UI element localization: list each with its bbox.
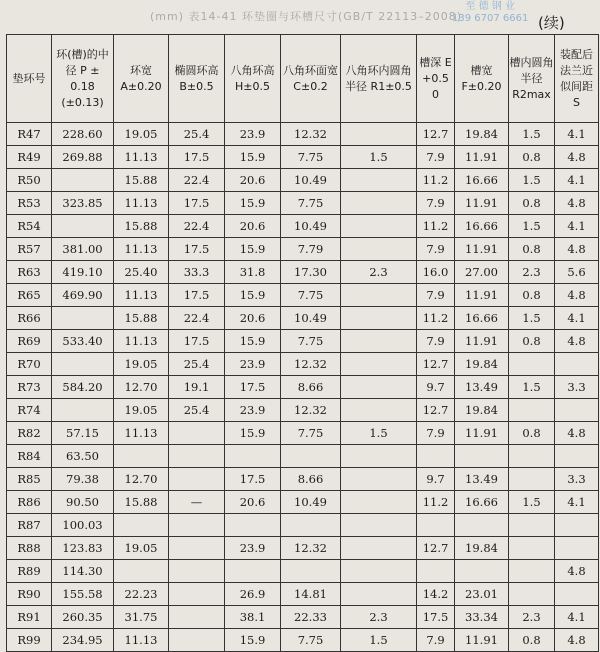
table-row [7, 445, 599, 468]
cell-c: 12.32 [281, 399, 341, 422]
cell-e [417, 514, 455, 537]
cell-h: 15.9 [225, 422, 281, 445]
cell-p: 269.88 [52, 146, 114, 169]
cell-s [555, 514, 599, 537]
cell-no: R91 [7, 606, 52, 629]
cell-s: 4.8 [555, 560, 599, 583]
cell-a: 11.13 [114, 146, 169, 169]
cell-b: — [169, 491, 225, 514]
cell-r1 [341, 445, 417, 468]
cell-a: 19.05 [114, 353, 169, 376]
cell-e: 7.9 [417, 422, 455, 445]
watermark-line2: 139 6707 6661 [452, 13, 529, 24]
cell-a: 12.70 [114, 468, 169, 491]
cell-e: 7.9 [417, 330, 455, 353]
table-row [7, 422, 599, 445]
cell-f: 19.84 [455, 353, 509, 376]
cell-e: 9.7 [417, 376, 455, 399]
watermark [452, 1, 528, 25]
cell-r1 [341, 123, 417, 146]
cell-s: 4.1 [555, 123, 599, 146]
cell-h: 15.9 [225, 629, 281, 652]
cell-no: R53 [7, 192, 52, 215]
cell-r1 [341, 376, 417, 399]
faded-table-title: (mm) 表14-41 环垫圈与环槽尺寸(GB/T 22113–2008) [150, 10, 463, 23]
cell-a: 11.13 [114, 238, 169, 261]
cell-h: 23.9 [225, 399, 281, 422]
cell-f: 19.84 [455, 537, 509, 560]
cell-e: 11.2 [417, 307, 455, 330]
gasket-dimension-table [6, 34, 599, 652]
cell-f: 16.66 [455, 169, 509, 192]
cell-h: 26.9 [225, 583, 281, 606]
cell-no: R54 [7, 215, 52, 238]
cell-r2 [509, 560, 555, 583]
cell-b: 22.4 [169, 169, 225, 192]
cell-h [225, 560, 281, 583]
cell-f: 11.91 [455, 422, 509, 445]
cell-e [417, 445, 455, 468]
cell-s: 4.1 [555, 606, 599, 629]
cell-r1 [341, 583, 417, 606]
cell-r2 [509, 583, 555, 606]
cell-b: 17.5 [169, 238, 225, 261]
cell-r2: 1.5 [509, 169, 555, 192]
table-row [7, 307, 599, 330]
cell-a: 12.70 [114, 376, 169, 399]
cell-c: 12.32 [281, 537, 341, 560]
cell-b: 25.4 [169, 123, 225, 146]
cell-c: 10.49 [281, 169, 341, 192]
cell-r2: 0.8 [509, 238, 555, 261]
table-row [7, 376, 599, 399]
cell-p: 123.83 [52, 537, 114, 560]
cell-a: 25.40 [114, 261, 169, 284]
cell-no: R63 [7, 261, 52, 284]
table-row [7, 123, 599, 146]
cell-r2: 1.5 [509, 376, 555, 399]
cell-h: 31.8 [225, 261, 281, 284]
header-cell: 垫环号 [7, 35, 52, 123]
cell-p: 234.95 [52, 629, 114, 652]
cell-a: 19.05 [114, 123, 169, 146]
page-header [0, 0, 600, 34]
cell-b [169, 445, 225, 468]
table-row [7, 238, 599, 261]
cell-a [114, 445, 169, 468]
cell-no: R74 [7, 399, 52, 422]
cell-f [455, 445, 509, 468]
table-row [7, 491, 599, 514]
cell-b: 22.4 [169, 215, 225, 238]
cell-p: 63.50 [52, 445, 114, 468]
cell-b: 22.4 [169, 307, 225, 330]
cell-no: R70 [7, 353, 52, 376]
cell-p: 79.38 [52, 468, 114, 491]
cell-a: 19.05 [114, 399, 169, 422]
cell-h: 20.6 [225, 169, 281, 192]
header-cell: 环宽 A±0.20 [114, 35, 169, 123]
cell-no: R57 [7, 238, 52, 261]
cell-a: 11.13 [114, 192, 169, 215]
cell-no: R50 [7, 169, 52, 192]
cell-r2: 0.8 [509, 629, 555, 652]
cell-a: 11.13 [114, 422, 169, 445]
cell-r2: 1.5 [509, 215, 555, 238]
cell-s: 4.8 [555, 192, 599, 215]
cell-h: 20.6 [225, 307, 281, 330]
cell-e: 7.9 [417, 238, 455, 261]
cell-no: R85 [7, 468, 52, 491]
cell-p: 419.10 [52, 261, 114, 284]
cell-h: 15.9 [225, 192, 281, 215]
cell-e: 7.9 [417, 629, 455, 652]
cell-h: 23.9 [225, 123, 281, 146]
cell-f: 11.91 [455, 629, 509, 652]
cell-s: 4.1 [555, 169, 599, 192]
cell-b [169, 606, 225, 629]
cell-b [169, 629, 225, 652]
cell-p: 584.20 [52, 376, 114, 399]
cell-h: 23.9 [225, 353, 281, 376]
cell-b [169, 422, 225, 445]
cell-no: R84 [7, 445, 52, 468]
cell-b [169, 514, 225, 537]
cell-f [455, 560, 509, 583]
header-cell: 装配后法兰近似间距 S [555, 35, 599, 123]
cell-h [225, 445, 281, 468]
header-cell: 八角环高 H±0.5 [225, 35, 281, 123]
cell-e: 7.9 [417, 146, 455, 169]
cell-r1 [341, 169, 417, 192]
cell-a: 15.88 [114, 307, 169, 330]
cell-c: 12.32 [281, 353, 341, 376]
cell-c: 14.81 [281, 583, 341, 606]
cell-s: 4.8 [555, 284, 599, 307]
cell-s: 3.3 [555, 468, 599, 491]
cell-e: 12.7 [417, 353, 455, 376]
continued-label: (续) [538, 14, 565, 32]
header-cell: 槽内圆角半径 R2max [509, 35, 555, 123]
cell-c: 7.75 [281, 146, 341, 169]
cell-c: 10.49 [281, 215, 341, 238]
cell-b [169, 468, 225, 491]
cell-s: 4.8 [555, 422, 599, 445]
cell-e: 12.7 [417, 399, 455, 422]
cell-f: 16.66 [455, 307, 509, 330]
cell-r1 [341, 215, 417, 238]
cell-p: 90.50 [52, 491, 114, 514]
cell-b [169, 537, 225, 560]
cell-a [114, 514, 169, 537]
cell-c: 7.79 [281, 238, 341, 261]
table-row [7, 146, 599, 169]
cell-r1: 1.5 [341, 146, 417, 169]
cell-r1 [341, 468, 417, 491]
cell-r2: 0.8 [509, 192, 555, 215]
cell-p: 260.35 [52, 606, 114, 629]
cell-r1: 2.3 [341, 261, 417, 284]
cell-p: 57.15 [52, 422, 114, 445]
cell-r1 [341, 284, 417, 307]
cell-s: 4.8 [555, 238, 599, 261]
cell-s: 4.8 [555, 330, 599, 353]
cell-s: 4.1 [555, 215, 599, 238]
cell-a [114, 560, 169, 583]
cell-b: 25.4 [169, 353, 225, 376]
cell-f: 11.91 [455, 192, 509, 215]
table-row [7, 629, 599, 652]
cell-s [555, 353, 599, 376]
cell-h: 23.9 [225, 537, 281, 560]
cell-r1: 1.5 [341, 422, 417, 445]
cell-c: 7.75 [281, 422, 341, 445]
cell-b: 19.1 [169, 376, 225, 399]
cell-a: 22.23 [114, 583, 169, 606]
watermark-line1: 至 德 钢 业 [465, 1, 515, 12]
cell-h: 17.5 [225, 468, 281, 491]
cell-h: 15.9 [225, 284, 281, 307]
cell-r2: 1.5 [509, 491, 555, 514]
cell-a: 11.13 [114, 629, 169, 652]
cell-no: R66 [7, 307, 52, 330]
cell-f: 19.84 [455, 123, 509, 146]
cell-c: 12.32 [281, 123, 341, 146]
cell-r2: 2.3 [509, 606, 555, 629]
cell-no: R73 [7, 376, 52, 399]
table-row [7, 468, 599, 491]
cell-r2: 0.8 [509, 422, 555, 445]
cell-c [281, 514, 341, 537]
cell-c: 22.33 [281, 606, 341, 629]
cell-b [169, 560, 225, 583]
table-row [7, 261, 599, 284]
cell-h: 20.6 [225, 215, 281, 238]
cell-f: 27.00 [455, 261, 509, 284]
header-cell: 槽深 E +0.5 0 [417, 35, 455, 123]
cell-r1 [341, 491, 417, 514]
table-row [7, 215, 599, 238]
table-row [7, 284, 599, 307]
cell-no: R47 [7, 123, 52, 146]
cell-r2: 0.8 [509, 146, 555, 169]
cell-e: 11.2 [417, 215, 455, 238]
cell-f: 11.91 [455, 238, 509, 261]
cell-h: 15.9 [225, 330, 281, 353]
cell-p: 228.60 [52, 123, 114, 146]
cell-c: 10.49 [281, 307, 341, 330]
cell-s: 4.8 [555, 146, 599, 169]
cell-p: 533.40 [52, 330, 114, 353]
cell-no: R69 [7, 330, 52, 353]
cell-no: R82 [7, 422, 52, 445]
cell-p: 155.58 [52, 583, 114, 606]
cell-e: 17.5 [417, 606, 455, 629]
cell-no: R99 [7, 629, 52, 652]
cell-s: 4.1 [555, 307, 599, 330]
cell-r2 [509, 445, 555, 468]
cell-e: 16.0 [417, 261, 455, 284]
cell-b: 17.5 [169, 284, 225, 307]
table-row [7, 353, 599, 376]
cell-no: R87 [7, 514, 52, 537]
header-cell: 八角环面宽 C±0.2 [281, 35, 341, 123]
cell-e: 7.9 [417, 192, 455, 215]
cell-f: 11.91 [455, 330, 509, 353]
cell-p: 381.00 [52, 238, 114, 261]
cell-f: 11.91 [455, 284, 509, 307]
cell-b: 25.4 [169, 399, 225, 422]
cell-f: 16.66 [455, 215, 509, 238]
cell-s [555, 445, 599, 468]
cell-s [555, 399, 599, 422]
cell-r2 [509, 514, 555, 537]
table-row [7, 537, 599, 560]
cell-f: 23.01 [455, 583, 509, 606]
cell-r2 [509, 537, 555, 560]
cell-f [455, 514, 509, 537]
cell-r1 [341, 399, 417, 422]
cell-a: 11.13 [114, 284, 169, 307]
cell-a: 15.88 [114, 215, 169, 238]
table-row [7, 560, 599, 583]
cell-p [52, 353, 114, 376]
cell-r1 [341, 353, 417, 376]
cell-p: 469.90 [52, 284, 114, 307]
cell-r1 [341, 238, 417, 261]
table-row [7, 514, 599, 537]
cell-c: 8.66 [281, 376, 341, 399]
table-row [7, 169, 599, 192]
cell-c: 7.75 [281, 192, 341, 215]
header-cell: 八角环内圆角半径 R1±0.5 [341, 35, 417, 123]
cell-b [169, 583, 225, 606]
cell-e: 12.7 [417, 123, 455, 146]
cell-b: 17.5 [169, 192, 225, 215]
header-row [7, 35, 599, 123]
header-cell: 槽宽 F±0.20 [455, 35, 509, 123]
cell-r2: 0.8 [509, 284, 555, 307]
cell-h: 38.1 [225, 606, 281, 629]
cell-r1 [341, 307, 417, 330]
cell-r2: 1.5 [509, 307, 555, 330]
cell-e: 9.7 [417, 468, 455, 491]
cell-p [52, 307, 114, 330]
cell-e: 14.2 [417, 583, 455, 606]
cell-p [52, 169, 114, 192]
cell-s: 3.3 [555, 376, 599, 399]
cell-r2: 2.3 [509, 261, 555, 284]
cell-a: 15.88 [114, 169, 169, 192]
cell-f: 13.49 [455, 376, 509, 399]
cell-c: 10.49 [281, 491, 341, 514]
cell-p [52, 399, 114, 422]
cell-b: 17.5 [169, 330, 225, 353]
cell-e: 11.2 [417, 491, 455, 514]
header-cell: 环(槽)的中径 P ± 0.18 (±0.13) [52, 35, 114, 123]
cell-h: 15.9 [225, 238, 281, 261]
cell-b: 17.5 [169, 146, 225, 169]
cell-r2 [509, 353, 555, 376]
cell-b: 33.3 [169, 261, 225, 284]
table-row [7, 583, 599, 606]
cell-e: 7.9 [417, 284, 455, 307]
cell-r1 [341, 330, 417, 353]
cell-a: 31.75 [114, 606, 169, 629]
cell-r1 [341, 514, 417, 537]
cell-no: R86 [7, 491, 52, 514]
cell-p: 323.85 [52, 192, 114, 215]
cell-r2 [509, 468, 555, 491]
cell-f: 16.66 [455, 491, 509, 514]
cell-c [281, 445, 341, 468]
cell-s: 5.6 [555, 261, 599, 284]
cell-h: 17.5 [225, 376, 281, 399]
cell-no: R49 [7, 146, 52, 169]
cell-e [417, 560, 455, 583]
cell-no: R65 [7, 284, 52, 307]
cell-h: 20.6 [225, 491, 281, 514]
cell-c: 7.75 [281, 629, 341, 652]
cell-s: 4.1 [555, 491, 599, 514]
cell-c: 7.75 [281, 330, 341, 353]
cell-r1 [341, 192, 417, 215]
cell-s [555, 583, 599, 606]
cell-h [225, 514, 281, 537]
header-cell: 椭圆环高 B±0.5 [169, 35, 225, 123]
cell-no: R88 [7, 537, 52, 560]
cell-no: R90 [7, 583, 52, 606]
cell-no: R89 [7, 560, 52, 583]
table-row [7, 606, 599, 629]
cell-a: 11.13 [114, 330, 169, 353]
table-row [7, 330, 599, 353]
cell-r1 [341, 537, 417, 560]
cell-h: 15.9 [225, 146, 281, 169]
cell-s: 4.8 [555, 629, 599, 652]
cell-c: 8.66 [281, 468, 341, 491]
cell-f: 33.34 [455, 606, 509, 629]
cell-p: 114.30 [52, 560, 114, 583]
cell-c: 7.75 [281, 284, 341, 307]
table-row [7, 399, 599, 422]
cell-f: 11.91 [455, 146, 509, 169]
cell-c: 17.30 [281, 261, 341, 284]
cell-c [281, 560, 341, 583]
table-body [7, 123, 599, 652]
cell-r2 [509, 399, 555, 422]
cell-p: 100.03 [52, 514, 114, 537]
cell-e: 11.2 [417, 169, 455, 192]
cell-r2: 0.8 [509, 330, 555, 353]
cell-p [52, 215, 114, 238]
cell-r1 [341, 560, 417, 583]
cell-r1: 1.5 [341, 629, 417, 652]
cell-f: 19.84 [455, 399, 509, 422]
cell-e: 12.7 [417, 537, 455, 560]
cell-a: 19.05 [114, 537, 169, 560]
cell-r1: 2.3 [341, 606, 417, 629]
cell-r2: 1.5 [509, 123, 555, 146]
cell-s [555, 537, 599, 560]
cell-a: 15.88 [114, 491, 169, 514]
table-row [7, 192, 599, 215]
cell-f: 13.49 [455, 468, 509, 491]
